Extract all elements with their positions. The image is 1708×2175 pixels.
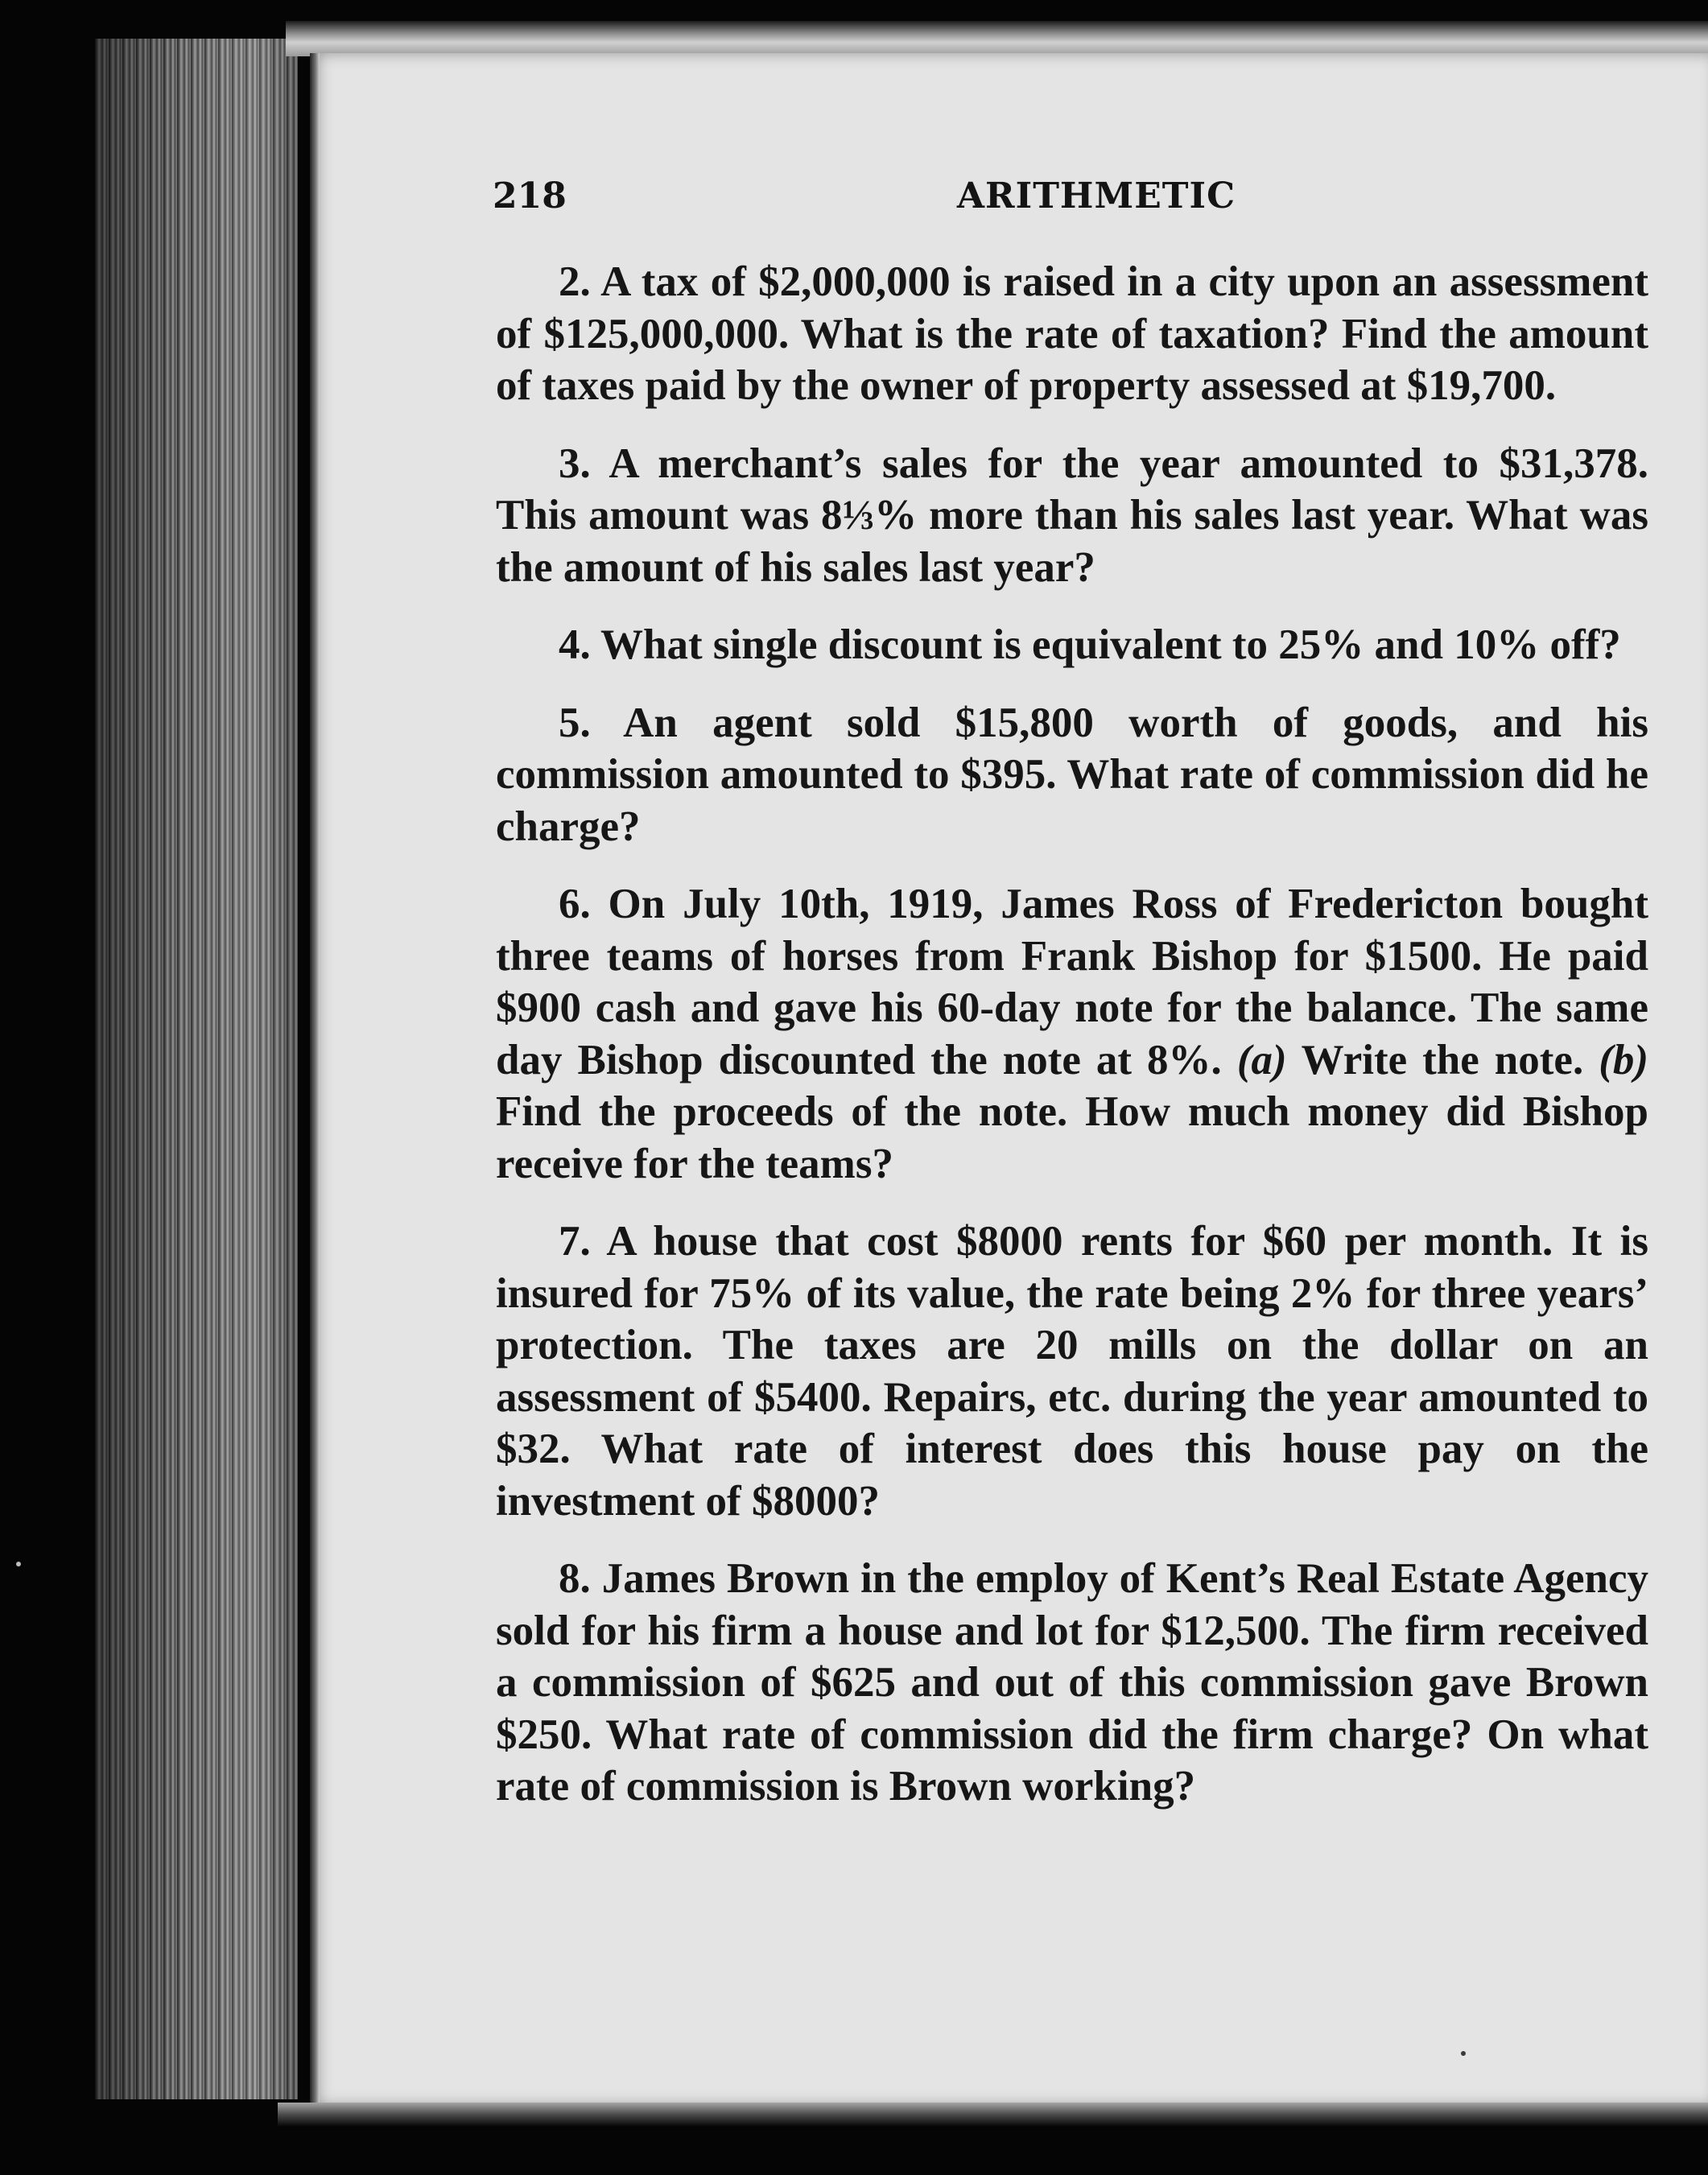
problem-number: 3. [559,440,591,487]
problem-number: 8. [559,1555,591,1602]
page-gutter-shadow [310,53,320,2106]
problem-2 [496,256,1648,412]
scan-dust-mark [1461,2051,1466,2056]
problems-text [496,256,1648,1839]
problem-3 [496,438,1648,594]
part-label-b: (b) [1599,1036,1649,1083]
problem-text: What single discount is equivalent to 25% and 10% off? [590,621,1621,668]
problem-text: On July 10th, 1919, James Ross of Fredericton bought three teams of horses from Frank Bishop for $1500. He paid $900 cash and gave his 60-day note for the balance. The same day Bishop discounted the note at 8%. [496,881,1648,1083]
problem-text: A house that cost $8000 rents for $60 per month. It is insured for 75% of its value, the rate being 2% for three years’ protection. The taxes are 20 mills on the dollar on an assessment of $5400. Repairs, etc. during the year amounted to $32. What rate of interest does this house pay on the investment of $8000? [496,1218,1648,1525]
running-head [493,175,1652,232]
top-page-edge [286,21,1708,56]
problem-number: 2. [559,258,591,305]
problem-text: James Brown in the employ of Kent’s Real Estate Agency sold for his firm a house and lot for $12,500. The firm received a commission of $625 and out of this commission gave Brown $250. What rate of commission did the firm charge? On what rate of commission is Brown working? [496,1555,1648,1810]
problem-text: An agent sold $15,800 worth of goods, and his commission amounted to $395. What rate of commission did he charge? [496,699,1648,850]
problem-7 [496,1215,1648,1527]
bottom-page-edge [278,2103,1708,2127]
problem-number: 7. [559,1218,591,1265]
problem-4 [496,619,1648,671]
problem-8 [496,1553,1648,1813]
problem-6 [496,878,1648,1190]
problem-number: 6. [559,881,591,927]
book-page-edges [95,39,298,2099]
problem-number: 4. [559,621,591,668]
problem-text: A merchant’s sales for the year amounted to $31,378. This amount was 8⅓% more than his sales last year. What was the amount of his sales last year? [496,440,1648,591]
problem-5 [496,697,1648,853]
part-label-a: (a) [1236,1036,1287,1083]
page-title: ARITHMETIC [956,175,1236,217]
problem-text: Write the note. [1286,1036,1599,1083]
problem-text: Find the proceeds of the note. How much money did Bishop receive for the teams? [496,1088,1648,1187]
scan-dust-mark [16,1562,21,1566]
problem-number: 5. [559,699,591,746]
problem-text: A tax of $2,000,000 is raised in a city upon an assessment of $125,000,000. What is the rate of taxation? Find the amount of taxes paid by the owner of property assessed at $19,700. [496,258,1648,409]
page-number: 218 [493,175,567,217]
